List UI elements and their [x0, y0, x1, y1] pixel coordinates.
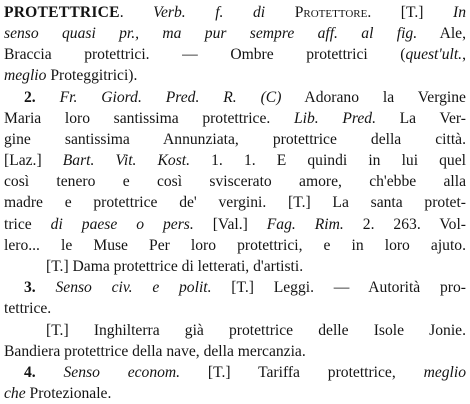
line-4: meglio Proteggitrici).: [4, 67, 138, 84]
line-18: 4. Senso econom. [T.] Tariffa protettrice, meglio: [24, 364, 466, 381]
line-15: tettrice.: [4, 300, 52, 317]
line-12: lero... le Muse Per loro protettrici, e in loro ajuto.: [4, 237, 466, 254]
line-14: 3. Senso civ. e polit. [T.] Leggi. — Autorità pro-: [24, 279, 466, 296]
line-5: 2. Fr. Giord. Pred. R. (C) Adorano la Vergine: [24, 89, 466, 106]
line-2: senso quasi pr., ma pur sempre aff. al fig. Ale,: [4, 25, 466, 42]
line-13: [T.] Dama protettrice di letterati, d'artisti.: [46, 258, 304, 275]
line-19: che Protezionale.: [4, 385, 112, 402]
line-17: Bandiera protettrice della nave, della mercanzia.: [4, 343, 306, 360]
line-6: Maria loro santissima protettrice. Lib. Pred. La Ver-: [4, 110, 466, 127]
dictionary-entry: [4, 2, 466, 402]
line-9: così tenero e così svisceratо amore, ch'ebbe alla: [4, 173, 466, 190]
sense-number-3: 3.: [24, 279, 36, 296]
sense-number-2: 2.: [24, 89, 36, 106]
headword: PROTETTRICE: [4, 4, 120, 21]
line-16: [T.] Inghilterra già protettrice delle Isole Jonie.: [46, 322, 466, 339]
line-1: PROTETTRICE. Verb. f. di Protettore. [T.] In: [4, 4, 466, 21]
line-8: [Laz.] Bart. Vit. Kost. 1. 1. E quindi in lui quel: [4, 152, 466, 169]
line-11: trice di paese o pers. [Val.] Fag. Rim. 2. 263. Vol-: [4, 216, 466, 233]
sense-number-4: 4.: [24, 364, 36, 381]
line-7: gine santissima Annunziata, protettrice della città.: [4, 131, 466, 148]
line-10: madre e protettrice de' vergini. [T.] La santa protet-: [4, 194, 466, 211]
line-3: Braccia protettrici. — Ombre protettrici (quest'ult.,: [4, 46, 466, 63]
